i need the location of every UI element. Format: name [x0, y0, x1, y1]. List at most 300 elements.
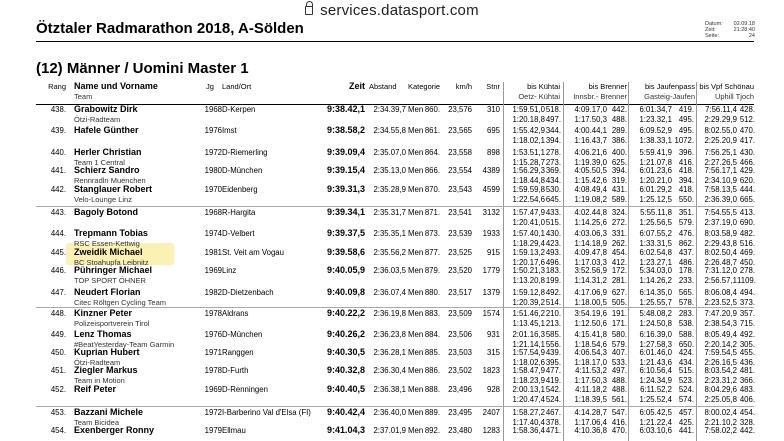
split3-rank: 396. — [678, 148, 694, 157]
split3b-time: 1:23.32,1 — [639, 115, 672, 124]
split3-time: 5:55.11,8 — [640, 208, 672, 217]
athlete-name: Hafele Günther — [74, 125, 139, 135]
speed: 23,496 — [448, 385, 472, 394]
finish-time: 9:39.37,5 — [326, 228, 365, 238]
speed: 23,517 — [448, 288, 472, 297]
split3b-rank: 862. — [678, 239, 694, 248]
meta-label: Datum: — [705, 21, 723, 27]
header-split2-b: Innsbr.- Brenner — [573, 92, 627, 101]
category: Men — [408, 208, 424, 217]
split2-time: 4:00.44,1 — [574, 126, 607, 135]
rank: 452. — [50, 385, 66, 394]
split1b-rank: 556. — [545, 340, 561, 349]
speed: 23,576 — [448, 105, 472, 114]
split4b-rank: 366. — [739, 376, 755, 385]
split1b-rank: 273. — [545, 158, 561, 167]
table-header — [0, 82, 784, 104]
split3b-rank: 574. — [678, 395, 694, 404]
split1-time: 1:58.27,2 — [512, 408, 545, 417]
rank: 450. — [50, 348, 66, 357]
category: Men — [408, 166, 424, 175]
split4-rank: 278. — [739, 266, 755, 275]
start-number: 915 — [486, 248, 500, 257]
split2-time: 4:10.36,8 — [574, 426, 607, 435]
split3b-time: 1:21.22,4 — [639, 418, 672, 427]
split1b-rank: 394. — [545, 136, 561, 145]
split3b-time: 1:24.34,9 — [639, 376, 672, 385]
rank: 451. — [50, 366, 66, 375]
category: Men — [408, 185, 424, 194]
split1-rank: 369. — [545, 166, 561, 175]
split4-rank: 481. — [739, 366, 755, 375]
meta-value: 21:28:40 — [733, 27, 755, 33]
gap: 2:35.31,7 — [373, 208, 406, 217]
rank: 441. — [50, 166, 66, 175]
rank: 442. — [50, 185, 66, 194]
finish-time: 9:38.58,2 — [326, 125, 365, 135]
split4b-time: 2:38.54,3 — [704, 319, 737, 328]
split4-rank: 442. — [739, 426, 755, 435]
rank: 454. — [50, 426, 66, 435]
finish-time: 9:39.15,4 — [326, 165, 365, 175]
split2b-rank: 533. — [611, 358, 627, 367]
birth-year: 1982 — [204, 288, 222, 297]
category-rank: 877. — [424, 248, 440, 257]
split4b-time: 2:26.48,7 — [704, 258, 737, 267]
split1-time: 1:57.47,9 — [512, 208, 545, 217]
split4-time: 8:05.49,4 — [704, 330, 737, 339]
team-name: TOP SPORT ÖHNER — [74, 276, 146, 285]
split1b-time: 1:17.40,4 — [512, 418, 545, 427]
split2b-rank: 171. — [611, 319, 627, 328]
athlete-name: Grabowitz Dirk — [74, 104, 138, 114]
split2-rank: 431. — [611, 185, 627, 194]
athlete-name: Zweidik Michael — [74, 247, 143, 257]
header-kategorie: Kategorie — [408, 82, 441, 91]
header-split3-b: Gasteig-Jaufen — [644, 92, 695, 101]
split3-rank: 476. — [678, 229, 694, 238]
split3b-rank: 434. — [678, 358, 694, 367]
split2b-time: 1:19.08,2 — [574, 195, 607, 204]
category-rank: 886. — [424, 366, 440, 375]
split3-time: 6:11.52,2 — [640, 385, 672, 394]
meta-label: Seite: — [705, 33, 720, 39]
split2-time: 4:14.28,7 — [574, 408, 607, 417]
split3b-rank: 425. — [678, 418, 694, 427]
speed: 23,539 — [448, 229, 472, 238]
category-rank: 873. — [424, 229, 440, 238]
split4-rank: 444. — [739, 185, 755, 194]
split3b-rank: 495. — [678, 115, 694, 124]
meta-value: 02.09.18 — [733, 21, 755, 27]
split3b-time: 1:25.12,5 — [639, 195, 672, 204]
split4b-rank: 466. — [739, 158, 755, 167]
birth-year: 1981 — [204, 248, 222, 257]
split2-rank: 470. — [611, 426, 627, 435]
table-row — [0, 287, 784, 309]
table-row — [0, 425, 784, 441]
header-split2-a: bis Brenner — [588, 82, 627, 91]
split2b-time: 1:17.06,4 — [574, 418, 607, 427]
split1b-rank: 497. — [545, 115, 561, 124]
split2-rank: 547. — [611, 408, 627, 417]
split2-rank: 289. — [611, 126, 627, 135]
split2-rank: 442. — [611, 105, 627, 114]
split2b-time: 1:19.39,0 — [574, 158, 607, 167]
split3-rank: 418. — [678, 166, 694, 175]
finish-time: 9:38.42,1 — [326, 104, 365, 114]
split1-time: 1:50.21,3 — [512, 266, 545, 275]
table-row — [0, 184, 784, 206]
birth-year: 1976 — [204, 126, 222, 135]
start-number: 4599 — [482, 185, 500, 194]
speed: 23,495 — [448, 408, 472, 417]
split3-time: 6:14.35,0 — [639, 288, 672, 297]
gap: 2:36.23,8 — [373, 330, 406, 339]
category-rank: 889. — [424, 408, 440, 417]
split2-time: 4:08.49,4 — [574, 185, 607, 194]
split4-time: 8:00.02,4 — [704, 408, 737, 417]
header-split1-a: bis Kühtai — [527, 82, 560, 91]
split1-rank: 439. — [545, 348, 561, 357]
split1-rank: 493. — [545, 248, 561, 257]
category-rank: 888. — [424, 385, 440, 394]
category: Men — [408, 330, 424, 339]
split4b-time: 2:25.20,9 — [704, 136, 737, 145]
split2-rank: 407. — [611, 348, 627, 357]
split2b-rank: 386. — [611, 136, 627, 145]
split1b-rank: 213. — [545, 319, 561, 328]
split3b-time: 1:25.55,7 — [639, 298, 672, 307]
split4b-time: 2:56.57,1 — [704, 276, 737, 285]
birth-year: 1969 — [204, 266, 222, 275]
gap: 2:36.38,1 — [373, 385, 406, 394]
athlete-name: Reif Peter — [74, 384, 117, 394]
split4b-time: 2:26.16,5 — [704, 358, 737, 367]
speed: 23,509 — [448, 309, 472, 318]
athlete-name: Bagoly Botond — [74, 207, 138, 217]
split1b-time: 1:18.02,1 — [512, 136, 545, 145]
speed: 23,502 — [448, 366, 472, 375]
location: Imst — [222, 126, 237, 135]
split1-time: 1:59.51,0 — [512, 105, 545, 114]
location: St. Veit am Vogau — [222, 248, 284, 257]
team-name: Ötzi-Radteam — [74, 115, 121, 124]
split1-time: 1:57.40,1 — [512, 229, 545, 238]
category-rank: 866. — [424, 166, 440, 175]
speed: 23,541 — [448, 208, 472, 217]
split4-rank: 413. — [739, 208, 755, 217]
split4b-rank: 417. — [739, 136, 755, 145]
split4-time: 7:58.13,5 — [704, 185, 737, 194]
speed: 23,565 — [448, 126, 472, 135]
team-name: Citec Röltgen Cycling Team — [74, 298, 166, 307]
url-text: services.datasport.com — [320, 2, 479, 19]
split4-time: 8:06.08,4 — [704, 288, 737, 297]
split3b-time: 1:14.26,2 — [639, 276, 672, 285]
team-name: Ötzi-Radteam — [74, 358, 121, 367]
split4-time: 7:56.11,4 — [705, 105, 737, 114]
split3-time: 6:01.29,2 — [639, 185, 672, 194]
split2b-rank: 561. — [611, 395, 627, 404]
split1b-time: 1:21.14,1 — [512, 340, 545, 349]
split3-rank: 457. — [678, 408, 694, 417]
split3b-time: 1:25.52,4 — [639, 395, 672, 404]
browser-url-bar[interactable] — [0, 0, 784, 22]
finish-time: 9:39.58,6 — [326, 247, 365, 257]
split2-rank: 497. — [611, 366, 627, 375]
start-number: 2407 — [482, 408, 500, 417]
category-rank: 870. — [424, 185, 440, 194]
athlete-name: Ziegler Markus — [74, 365, 138, 375]
split3-rank: 419. — [678, 105, 694, 114]
split1-rank: 471. — [545, 426, 561, 435]
speed: 23,554 — [448, 166, 472, 175]
print-meta — [705, 21, 755, 39]
split1-time: 2:01.16,3 — [512, 330, 545, 339]
split2-rank: 627. — [611, 288, 627, 297]
split4-time: 8:03.54,2 — [704, 366, 737, 375]
gap: 2:35.07,0 — [373, 148, 406, 157]
split4b-rank: 1109. — [737, 276, 756, 285]
split4-time: 7:56.17,1 — [704, 166, 737, 175]
meta-label: Zeit: — [705, 27, 716, 33]
split2-rank: 172. — [611, 266, 627, 275]
birth-year: 1971 — [204, 348, 222, 357]
split1b-time: 1:20.18,8 — [512, 115, 545, 124]
start-number: 1933 — [482, 229, 500, 238]
athlete-name: Trepmann Tobias — [74, 228, 148, 238]
split2b-time: 1:18.00,5 — [574, 298, 607, 307]
team-name: #BeatYesterday-Team Garmin — [74, 340, 175, 349]
split3b-rank: 523. — [678, 376, 694, 385]
category: Men — [408, 105, 424, 114]
start-number: 3132 — [482, 208, 500, 217]
split2-time: 3:52.56,9 — [574, 266, 607, 275]
header-kmh: km/h — [455, 82, 472, 91]
split4-rank: 454. — [739, 408, 755, 417]
table-row — [0, 125, 784, 147]
split3b-time: 1:33.31,5 — [639, 239, 672, 248]
athlete-name: Herler Christian — [74, 147, 142, 157]
split2-time: 4:11.18,2 — [575, 385, 607, 394]
category: Men — [408, 288, 424, 297]
gap: 2:34.39,7 — [373, 105, 406, 114]
category: Men — [408, 408, 424, 417]
split4b-rank: 373. — [739, 298, 755, 307]
split2b-time: 1:12.50,6 — [574, 319, 607, 328]
split4b-rank: 620. — [739, 176, 755, 185]
start-number: 1823 — [482, 366, 500, 375]
header-split1-b: Oetz- Kühtai — [518, 92, 560, 101]
start-number: 931 — [486, 330, 500, 339]
split1-rank: 530. — [545, 185, 561, 194]
split3b-rank: 650. — [678, 340, 694, 349]
header-stnr: Stnr — [486, 82, 500, 91]
split2b-rank: 412. — [611, 258, 627, 267]
location: D-Dietzenbach — [222, 288, 274, 297]
gap: 2:36.03,5 — [373, 266, 406, 275]
header-split4-b: Uphill Tjoch — [714, 92, 754, 101]
birth-year: 1970 — [204, 185, 222, 194]
split1-rank: 344. — [545, 126, 561, 135]
split2b-time: 1:18.39,5 — [574, 395, 607, 404]
split2b-rank: 281. — [611, 276, 627, 285]
split4-rank: 429. — [739, 166, 755, 175]
split3b-rank: 394. — [678, 176, 694, 185]
split4-time: 7:59.54,5 — [704, 348, 737, 357]
speed: 23,525 — [448, 248, 472, 257]
category-rank: 864. — [424, 148, 440, 157]
split2-rank: 324. — [611, 208, 627, 217]
split1-time: 1:56.29,3 — [512, 166, 545, 175]
split1b-rank: 524. — [545, 395, 561, 404]
split3-time: 6:01.34,7 — [639, 105, 672, 114]
athlete-name: Schierz Sandro — [74, 165, 140, 175]
split2-time: 3:54.19,6 — [574, 309, 607, 318]
finish-time: 9:40.09,8 — [326, 287, 365, 297]
split4b-rank: 665. — [739, 195, 755, 204]
split3-time: 6:07.55,2 — [639, 229, 672, 238]
split2b-rank: 579. — [611, 340, 627, 349]
split1-rank: 542. — [545, 385, 561, 394]
finish-time: 9:39.31,3 — [326, 184, 365, 194]
split1-time: 1:57.54,9 — [512, 348, 545, 357]
split3-time: 6:01.46,0 — [639, 348, 672, 357]
split4-rank: 430. — [739, 148, 755, 157]
start-number: 310 — [486, 105, 500, 114]
rank: 439. — [50, 126, 66, 135]
category: Men — [408, 366, 424, 375]
location: D-Renningen — [222, 385, 268, 394]
category-rank: 892. — [424, 426, 440, 435]
gap: 2:35.56,2 — [373, 248, 406, 257]
split3b-time: 1:24.50,8 — [639, 319, 672, 328]
split3-time: 6:03.10,6 — [639, 426, 672, 435]
split4-rank: 357. — [739, 309, 755, 318]
team-name: RSC Essen-Kettwig — [74, 239, 140, 248]
split1b-time: 1:20.41,0 — [512, 218, 545, 227]
split3b-rank: 486. — [678, 258, 694, 267]
split4b-rank: 690. — [739, 218, 755, 227]
split1b-time: 1:20.39,2 — [512, 298, 545, 307]
split1-time: 1:59.59,8 — [512, 185, 545, 194]
speed: 23,506 — [448, 330, 472, 339]
finish-time: 9:40.42,4 — [326, 407, 365, 417]
birth-year: 1980 — [204, 166, 222, 175]
split4-time: 7:54.55,5 — [704, 208, 737, 217]
split3-rank: 178. — [678, 266, 694, 275]
split1b-rank: 434. — [545, 176, 561, 185]
athlete-name: Kinzner Peter — [74, 308, 133, 318]
split1-time: 2:00.13,1 — [512, 385, 545, 394]
table-row — [0, 207, 784, 229]
gap: 2:35.28,9 — [373, 185, 406, 194]
split3b-time: 1:23.27,1 — [639, 258, 672, 267]
split1b-rank: 514. — [545, 298, 561, 307]
split2b-time: 1:14.31,2 — [574, 276, 607, 285]
split1-rank: 518. — [545, 105, 561, 114]
split1b-time: 1:13.20,8 — [512, 276, 545, 285]
category-rank: 884. — [424, 330, 440, 339]
split1-time: 1:59.12,8 — [512, 288, 545, 297]
birth-year: 1976 — [204, 330, 222, 339]
split2-time: 4:09.47,8 — [574, 248, 607, 257]
split1-time: 1:59.13,2 — [512, 248, 545, 257]
split3-rank: 495. — [678, 126, 694, 135]
category-rank: 880. — [424, 288, 440, 297]
split1b-rank: 645. — [545, 195, 561, 204]
split1-rank: 467. — [545, 408, 561, 417]
split2-time: 4:02.44,8 — [574, 208, 607, 217]
split4-time: 8:02.50,4 — [704, 248, 737, 257]
split1-time: 1:51.46,2 — [512, 309, 545, 318]
split1b-time: 1:20.17,6 — [512, 258, 545, 267]
split1b-time: 1:20.47,4 — [512, 395, 545, 404]
split2-rank: 191. — [611, 309, 627, 318]
birth-year: 1972 — [204, 408, 222, 417]
split3-rank: 418. — [678, 185, 694, 194]
start-number: 4389 — [482, 166, 500, 175]
gap: 2:36.40,0 — [373, 408, 406, 417]
split2b-time: 1:14.18,9 — [574, 239, 607, 248]
split1b-time: 1:13.45,1 — [512, 319, 545, 328]
team-name: Rennradln Muenchen — [74, 176, 146, 185]
split3-rank: 588. — [678, 330, 694, 339]
split1b-time: 1:15.28,7 — [512, 158, 545, 167]
location: D-Velbert — [222, 229, 255, 238]
split4b-time: 2:29.29,9 — [704, 115, 737, 124]
split3-rank: 283. — [678, 309, 694, 318]
category: Men — [408, 229, 424, 238]
split1b-time: 1:18.29,4 — [512, 239, 545, 248]
split1b-time: 1:18.23,9 — [512, 376, 545, 385]
location: D-München — [222, 166, 263, 175]
split2-rank: 580. — [611, 330, 627, 339]
start-number: 1779 — [482, 266, 500, 275]
start-number: 695 — [486, 126, 500, 135]
birth-year: 1978 — [204, 366, 222, 375]
header-team: Team — [74, 92, 93, 101]
split2b-time: 1:18.54,6 — [574, 340, 607, 349]
gap: 2:35.35,1 — [373, 229, 406, 238]
split1-rank: 585. — [545, 330, 561, 339]
split4-rank: 455. — [739, 348, 755, 357]
split4b-time: 2:34.10,9 — [704, 176, 737, 185]
split1-rank: 477. — [545, 366, 561, 375]
split3b-time: 1:25.56,5 — [639, 218, 672, 227]
split2b-time: 1:14.25,6 — [574, 218, 607, 227]
rank: 445. — [50, 248, 66, 257]
split2b-rank: 416. — [611, 418, 627, 427]
split3-rank: 351. — [678, 208, 694, 217]
split4-time: 7:58.02,2 — [704, 426, 737, 435]
split4-rank: 470. — [739, 126, 755, 135]
split3b-rank: 538. — [678, 319, 694, 328]
athlete-name: Neudert Florian — [74, 287, 141, 297]
team-name: Polizeisportverein Tirol — [74, 319, 150, 328]
split1b-rank: 419. — [545, 376, 561, 385]
meta-line — [705, 33, 755, 39]
rank: 449. — [50, 330, 66, 339]
gap: 2:35.13,0 — [373, 166, 406, 175]
split2b-rank: 262. — [611, 239, 627, 248]
category-rank: 871. — [424, 208, 440, 217]
start-number: 315 — [486, 348, 500, 357]
split4-time: 8:04.29,6 — [704, 385, 737, 394]
split3-time: 5:48.08,2 — [639, 309, 672, 318]
split3-rank: 524. — [678, 385, 694, 394]
